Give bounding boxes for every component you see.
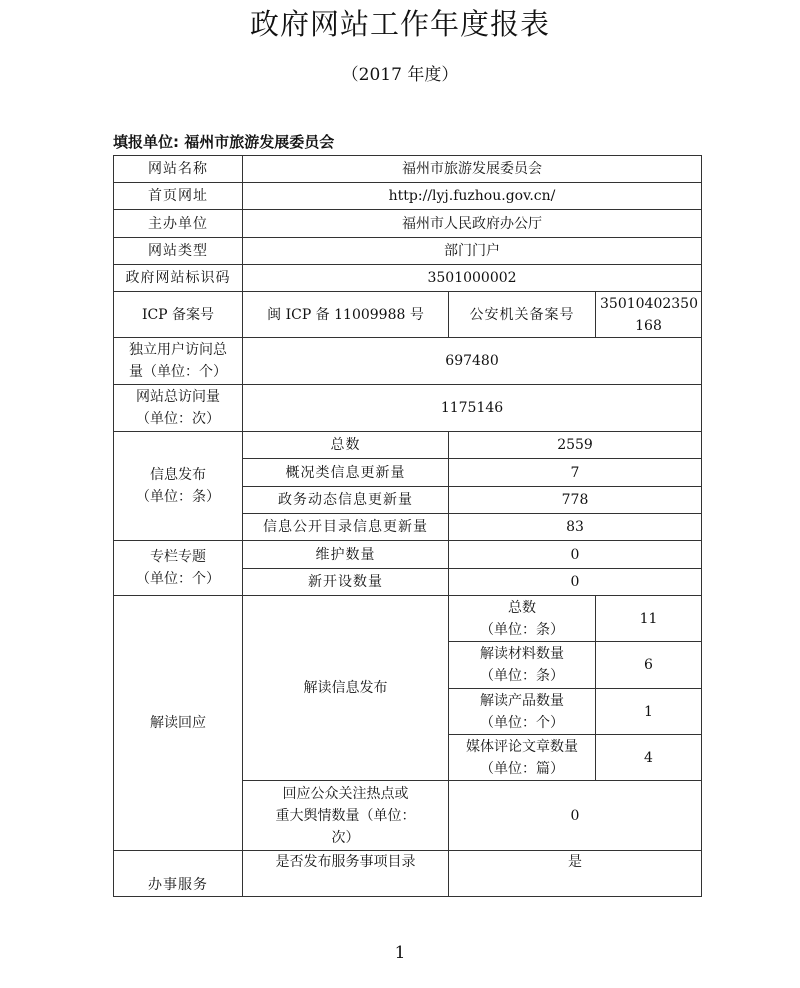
special-new-value: 0: [449, 569, 702, 596]
interp-total-label-line2: （单位：条）: [480, 621, 564, 638]
interp-material-value: 6: [596, 642, 702, 689]
info-disclosure-label: 信息公开目录信息更新量: [243, 514, 449, 541]
special-column-label-line1: 专栏专题: [150, 549, 206, 565]
icp-label: ICP 备案号: [114, 292, 243, 338]
host-unit-label: 主办单位: [114, 210, 243, 238]
special-new-label: 新开设数量: [243, 569, 449, 596]
special-maintain-value: 0: [449, 541, 702, 569]
total-visits-label-line1: 网站总访问量: [136, 389, 220, 405]
site-code-label: 政府网站标识码: [114, 265, 243, 292]
interp-product-label: [449, 689, 596, 735]
host-unit-value: 福州市人民政府办公厅: [243, 210, 702, 238]
unique-visitors-label-line2: 量（单位：个）: [129, 364, 227, 380]
interp-media-label-line2: （单位：篇）: [480, 760, 564, 777]
interpretation-label: 解读回应: [114, 596, 243, 851]
fill-unit: 填报单位: 福州市旅游发展委员会: [113, 133, 335, 151]
table-row: [114, 238, 702, 265]
response-label-line2: 重大舆情数量（单位：: [275, 807, 416, 824]
response-label: [243, 781, 449, 851]
home-url-label: 首页网址: [114, 183, 243, 210]
service-catalog-value: 是: [449, 851, 702, 897]
info-disclosure-value: 83: [449, 514, 702, 541]
report-table: [113, 155, 702, 897]
report-year: （2017 年度）: [341, 65, 459, 85]
response-label-line3: 次）: [331, 829, 360, 846]
table-row: [114, 338, 702, 385]
icp-value: 闽 ICP 备 11009988 号: [243, 292, 449, 338]
table-row: [114, 432, 702, 459]
police-record-value-line1: 35010402350: [600, 295, 698, 312]
site-code-value: 3501000002: [243, 265, 702, 292]
table-row: [114, 156, 702, 183]
interp-total-label-line1: 总数: [508, 599, 536, 616]
service-label: 办事服务: [114, 851, 243, 897]
info-overview-value: 7: [449, 459, 702, 487]
special-column-label-line2: （单位：个）: [136, 571, 220, 587]
police-record-label: 公安机关备案号: [449, 292, 596, 338]
interpretation-sub-label: 解读信息发布: [243, 596, 449, 781]
info-publish-label: [114, 432, 243, 541]
special-column-label: [114, 541, 243, 596]
table-row: [114, 596, 702, 642]
table-row: [114, 183, 702, 210]
page-title: 政府网站工作年度报表: [249, 7, 550, 41]
police-record-value-line2: 168: [635, 317, 662, 334]
total-visits-label: [114, 385, 243, 432]
interp-material-label-line2: （单位：条）: [480, 668, 564, 684]
site-name-label: 网站名称: [114, 156, 243, 183]
info-news-label: 政务动态信息更新量: [243, 487, 449, 514]
unique-visitors-value: 697480: [243, 338, 702, 385]
interp-material-label: [449, 642, 596, 689]
interp-media-label: [449, 735, 596, 781]
unique-visitors-label-line1: 独立用户访问总: [129, 342, 227, 358]
interp-media-label-line1: 媒体评论文章数量: [466, 738, 578, 755]
interp-total-label: [449, 596, 596, 642]
info-overview-label: 概况类信息更新量: [243, 459, 449, 487]
interp-total-value: 11: [596, 596, 702, 642]
interp-material-label-line1: 解读材料数量: [480, 646, 564, 662]
special-maintain-label: 维护数量: [243, 541, 449, 569]
site-type-value: 部门门户: [243, 238, 702, 265]
table-row: [114, 541, 702, 569]
site-name-value: 福州市旅游发展委员会: [243, 156, 702, 183]
interp-product-label-line2: （单位：个）: [480, 714, 564, 731]
interp-media-value: 4: [596, 735, 702, 781]
interp-product-label-line1: 解读产品数量: [480, 692, 564, 709]
table-row: [114, 292, 702, 338]
total-visits-label-line2: （单位：次）: [136, 411, 220, 427]
info-publish-label-line2: （单位：条）: [136, 489, 220, 505]
info-publish-label-line1: 信息发布: [150, 467, 206, 483]
table-row: [114, 851, 702, 897]
response-value: 0: [449, 781, 702, 851]
table-row: [114, 265, 702, 292]
home-url-value[interactable]: http://lyj.fuzhou.gov.cn/: [243, 183, 702, 210]
response-label-line1: 回应公众关注热点或: [282, 785, 409, 802]
info-total-value: 2559: [449, 432, 702, 459]
service-catalog-label: 是否发布服务事项目录: [243, 851, 449, 897]
page-number: 1: [394, 943, 406, 963]
info-total-label: 总数: [243, 432, 449, 459]
interp-product-value: 1: [596, 689, 702, 735]
table-row: [114, 385, 702, 432]
police-record-value: [596, 292, 702, 338]
site-type-label: 网站类型: [114, 238, 243, 265]
total-visits-value: 1175146: [243, 385, 702, 432]
info-news-value: 778: [449, 487, 702, 514]
unique-visitors-label: [114, 338, 243, 385]
table-row: [114, 210, 702, 238]
